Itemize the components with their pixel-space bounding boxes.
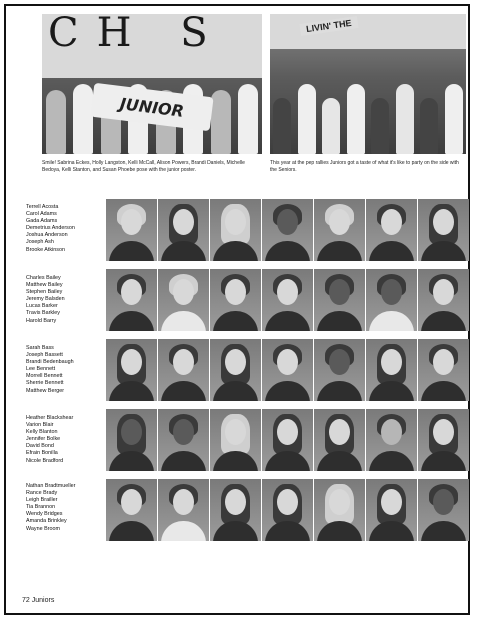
name-list-row-5: [26, 483, 75, 533]
name-list-row-4: [26, 415, 73, 465]
student-name: Sarah Bass: [26, 345, 54, 351]
student-name: Joseph Ash: [26, 239, 54, 246]
student-portrait: [314, 479, 365, 541]
student-name: Efrain Bonilla: [26, 450, 58, 457]
student-name: Harold Barry: [26, 317, 57, 324]
student-name: Joshua Anderson: [26, 232, 68, 239]
student-portrait: [314, 339, 365, 401]
scene-letters: CH S: [48, 14, 226, 56]
student-name: Brandi Bedenbaugh: [26, 359, 74, 366]
student-portrait: [366, 409, 417, 471]
student-name: Brooke Atkinson: [26, 246, 65, 253]
student-name: Tia Brannon: [26, 504, 56, 511]
page-footer: [22, 597, 54, 604]
student-portrait: [314, 199, 365, 261]
page-number: 72: [22, 597, 30, 604]
student-portrait: [418, 269, 469, 331]
name-list-row-3: [26, 345, 74, 395]
student-name: Carol Adams: [26, 211, 57, 218]
student-portrait: [314, 409, 365, 471]
student-portrait: [158, 479, 209, 541]
student-name: Kelly Blanton: [26, 429, 58, 436]
student-name: Matthew Berger: [26, 387, 65, 394]
student-name: Wayne Broom: [26, 525, 60, 532]
student-name: Stephen Bailey: [26, 289, 63, 296]
student-name: Travis Barkley: [26, 310, 60, 317]
student-portrait: [262, 339, 313, 401]
student-portrait: [418, 339, 469, 401]
student-portrait: [210, 199, 261, 261]
junior-banner: JUNIOR: [90, 83, 213, 131]
student-name: Rance Brady: [26, 490, 58, 497]
student-name: Leigh Brailler: [26, 497, 58, 504]
student-portrait: [210, 339, 261, 401]
student-portrait: [366, 339, 417, 401]
photo-caption-left: Smile! Sabrina Eckes, Holly Langston, Kelli McCall, Alison Powers, Brandi Daniels, Michelle Bedoya, Kelli Stanton, and Susan Phoebe pose with the junior poster.: [42, 160, 245, 173]
pep-rally-photo-right: [270, 14, 466, 154]
student-name: Amanda Brinkley: [26, 518, 67, 525]
student-portrait: [366, 199, 417, 261]
student-portrait: [106, 269, 157, 331]
name-list-row-1: [26, 204, 75, 254]
student-name: Nicole Bradford: [26, 457, 64, 464]
section-name: Juniors: [31, 597, 55, 604]
student-portrait: [158, 409, 209, 471]
scene-sign: LIVIN' THE: [299, 16, 358, 36]
yearbook-page: [4, 4, 470, 615]
student-name: Terrell Acosta: [26, 204, 59, 210]
student-portrait: [106, 339, 157, 401]
student-name: Sherrie Bennett: [26, 380, 64, 387]
student-portrait: [210, 269, 261, 331]
student-portrait: [366, 479, 417, 541]
student-portrait: [262, 269, 313, 331]
student-portrait: [262, 409, 313, 471]
student-name: Demetrius Anderson: [26, 225, 75, 232]
student-portrait: [262, 199, 313, 261]
student-name: Jeremy Balsden: [26, 296, 65, 303]
student-portrait: [418, 199, 469, 261]
pep-rally-photo-left: [42, 14, 262, 154]
student-name: Heather Blackshear: [26, 415, 74, 421]
student-portrait: [210, 479, 261, 541]
student-name: Joseph Bassett: [26, 352, 63, 359]
student-name: Matthew Bailey: [26, 282, 63, 289]
student-name: Lucas Barker: [26, 303, 58, 310]
student-portrait: [210, 409, 261, 471]
student-portrait: [106, 409, 157, 471]
student-portrait: [106, 199, 157, 261]
student-name: Jennifer Bolke: [26, 436, 61, 443]
student-name: David Bond: [26, 443, 54, 450]
student-name: Wendy Bridges: [26, 511, 63, 518]
student-name: Varion Blair: [26, 422, 54, 429]
student-name: Charles Bailey: [26, 275, 61, 281]
student-portrait: [106, 479, 157, 541]
student-portrait: [314, 269, 365, 331]
student-name: Lee Bennett: [26, 366, 56, 373]
student-name: Gada Adams: [26, 218, 58, 225]
student-portrait: [158, 339, 209, 401]
photo-caption-right: This year at the pep rallies Juniors got a taste of what it's like to party on the side with the Seniors.: [270, 160, 459, 173]
student-portrait: [366, 269, 417, 331]
student-portrait: [158, 269, 209, 331]
name-list-row-2: [26, 275, 65, 325]
student-portrait: [262, 479, 313, 541]
student-name: Nathan Bradtmueller: [26, 483, 76, 489]
student-portrait: [418, 479, 469, 541]
student-portrait: [418, 409, 469, 471]
student-name: Morrell Bennett: [26, 373, 63, 380]
student-portrait: [158, 199, 209, 261]
